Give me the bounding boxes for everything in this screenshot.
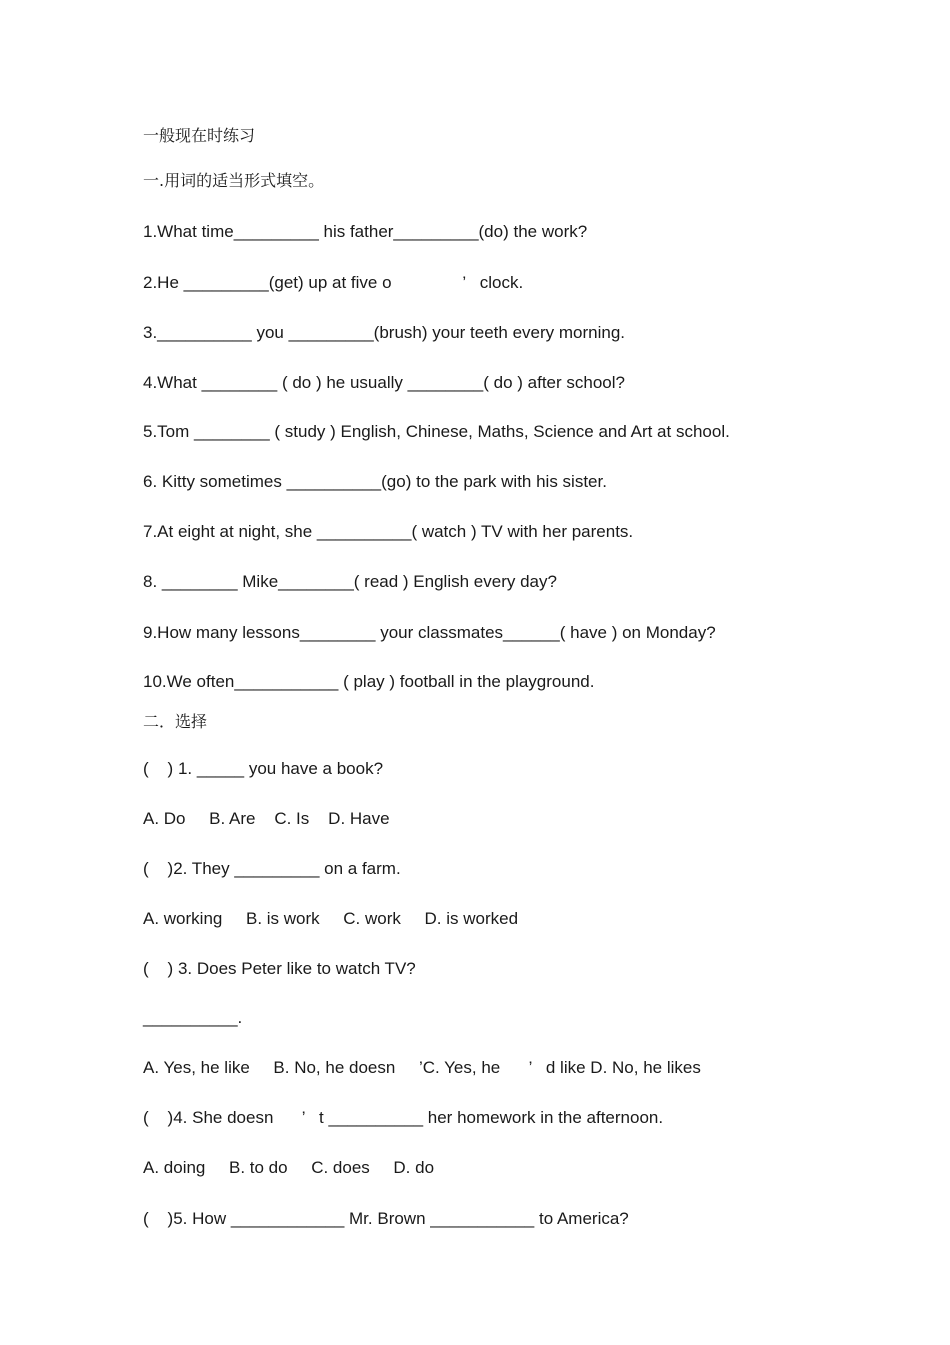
fill-in-item-2: 2.He _________(get) up at five o ’ clock. xyxy=(143,273,524,292)
fill-in-item-9: 9.How many lessons________ your classmates______( have ) on Monday? xyxy=(143,623,716,642)
choice-options-3: A. Yes, he like B. No, he doesn ’C. Yes, he ’ d like D. No, he likes xyxy=(143,1058,701,1077)
fill-in-item-7: 7.At eight at night, she __________( watch ) TV with her parents. xyxy=(143,522,634,541)
fill-in-item-8: 8. ________ Mike________( read ) English every day? xyxy=(143,572,557,591)
choice-question-3: ( ) 3. Does Peter like to watch TV? xyxy=(143,959,416,978)
section-2-heading: 二．选择 xyxy=(143,712,208,731)
choice-question-5: ( )5. How ____________ Mr. Brown ___________ to America? xyxy=(143,1209,629,1228)
choice-question-2: ( )2. They _________ on a farm. xyxy=(143,859,401,878)
choice-question-4: ( )4. She doesn ’ t __________ her homework in the afternoon. xyxy=(143,1108,664,1127)
choice-options-1: A. Do B. Are C. Is D. Have xyxy=(143,809,390,828)
fill-in-item-10: 10.We often___________ ( play ) football in the playground. xyxy=(143,672,595,691)
fill-in-item-4: 4.What ________ ( do ) he usually ________( do ) after school? xyxy=(143,373,625,392)
choice-options-4: A. doing B. to do C. does D. do xyxy=(143,1158,435,1177)
section-1-heading: 一.用词的适当形式填空。 xyxy=(143,171,325,190)
fill-in-item-6: 6. Kitty sometimes __________(go) to the park with his sister. xyxy=(143,472,607,491)
fill-in-item-3: 3.__________ you _________(brush) your teeth every morning. xyxy=(143,323,626,342)
fill-in-item-1: 1.What time_________ his father_________(do) the work? xyxy=(143,222,588,241)
answer-blank-3: __________. xyxy=(143,1008,243,1027)
fill-in-item-5: 5.Tom ________ ( study ) English, Chinese, Maths, Science and Art at school. xyxy=(143,422,730,441)
choice-question-1: ( ) 1. _____ you have a book? xyxy=(143,759,384,778)
choice-options-2: A. working B. is work C. work D. is worked xyxy=(143,909,519,928)
worksheet-title: 一般现在时练习 xyxy=(143,126,256,145)
